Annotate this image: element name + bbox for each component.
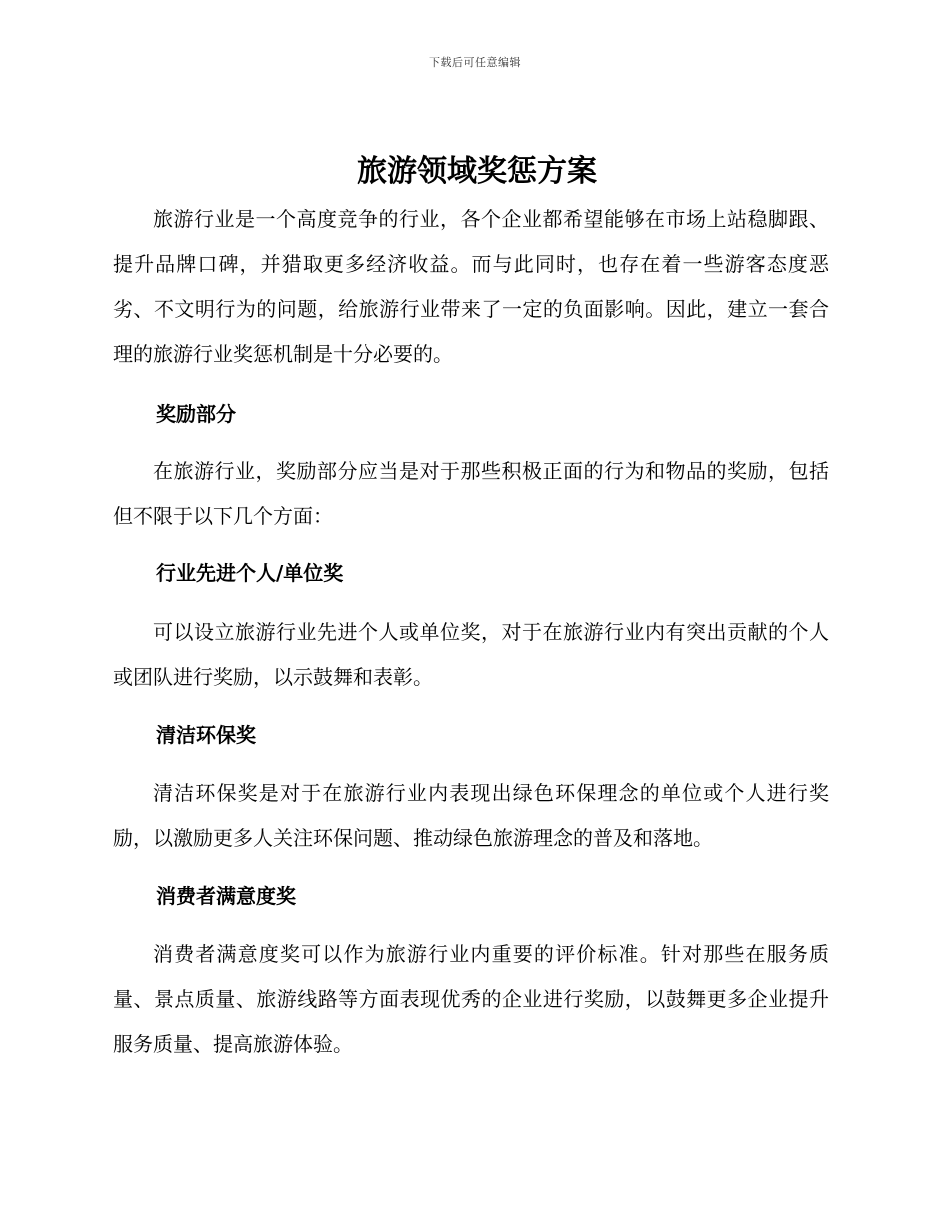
- clean-award-heading: 清洁环保奖: [156, 723, 256, 747]
- intro-paragraph: 旅游行业是一个高度竞争的行业，各个企业都希望能够在市场上站稳脚跟、提升品牌口碑，并猎取更多经济收益。而与此同时，也存在着一些游客态度恶劣、不文明行为的问题，给旅游行业带来了一定的负面影响。因此，建立一套合理的旅游行业奖惩机制是十分必要的。: [113, 207, 829, 366]
- document-body: [113, 150, 829, 1067]
- document-title: 旅游领域奖惩方案: [357, 154, 597, 189]
- clean-award-paragraph: 清洁环保奖是对于在旅游行业内表现出绿色环保理念的单位或个人进行奖励，以激励更多人关注环保问题、推动绿色旅游理念的普及和落地。: [113, 781, 829, 850]
- advanced-award-heading: 行业先进个人/单位奖: [156, 561, 344, 585]
- consumer-award-paragraph: 消费者满意度奖可以作为旅游行业内重要的评价标准。针对那些在服务质量、景点质量、旅游线路等方面表现优秀的企业进行奖励，以鼓舞更多企业提升服务质量、提高旅游体验。: [113, 942, 829, 1056]
- reward-section-paragraph: 在旅游行业，奖励部分应当是对于那些积极正面的行为和物品的奖励，包括但不限于以下几个方面：: [113, 459, 829, 528]
- reward-section-heading: 奖励部分: [156, 402, 236, 426]
- consumer-award-heading: 消费者满意度奖: [156, 884, 296, 908]
- header-note: 下载后可任意编辑: [429, 56, 521, 69]
- advanced-award-paragraph: 可以设立旅游行业先进个人或单位奖，对于在旅游行业内有突出贡献的个人或团队进行奖励，以示鼓舞和表彰。: [113, 620, 829, 689]
